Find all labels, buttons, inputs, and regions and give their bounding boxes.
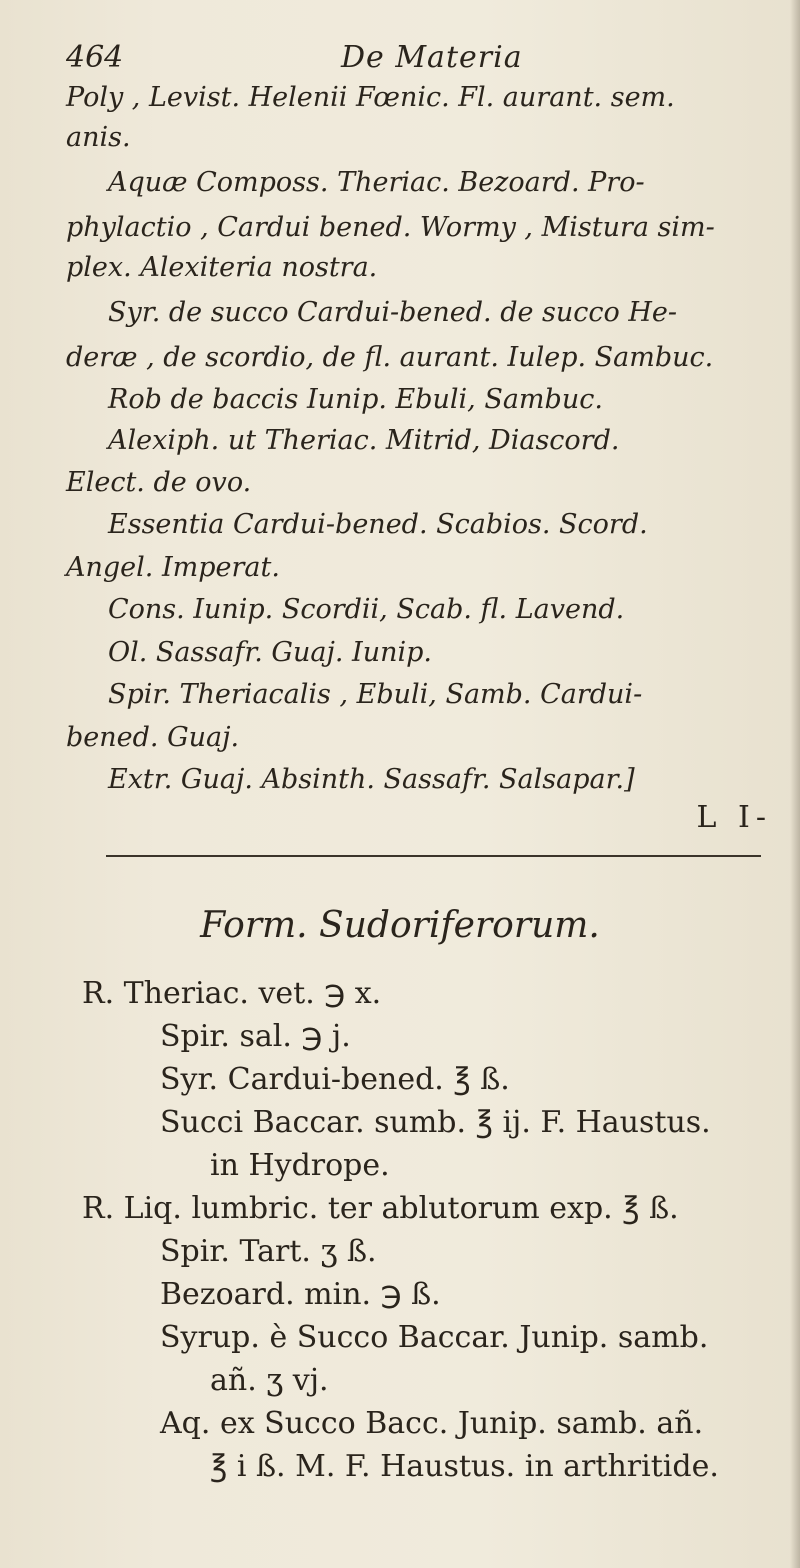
text-line: Poly , Levist. Helenii Fœnic. Fl. aurant. sem. bbox=[66, 82, 675, 113]
text-line: Extr. Guaj. Absinth. Sassafr. Salsapar.] bbox=[108, 764, 635, 795]
page-header bbox=[66, 40, 766, 80]
recipe-line: añ. ʒ vj. bbox=[210, 1363, 329, 1398]
text-line: Angel. Imperat. bbox=[66, 552, 280, 583]
catchword: L I- bbox=[696, 800, 772, 835]
recipe-line: Spir. sal. ℈ j. bbox=[160, 1019, 351, 1054]
text-line: Syr. de succo Cardui-bened. de succo He- bbox=[108, 297, 678, 328]
text-line: bened. Guaj. bbox=[66, 722, 240, 753]
text-line: Spir. Theriacalis , Ebuli, Samb. Cardui- bbox=[108, 679, 643, 710]
page-number: 464 bbox=[66, 40, 124, 75]
text-line: anis. bbox=[66, 122, 131, 153]
recipe-line: Aq. ex Succo Bacc. Junip. samb. añ. bbox=[160, 1406, 704, 1441]
recipe-line: R. Liq. lumbric. ter ablutorum exp. ℥ ß. bbox=[82, 1191, 679, 1226]
recipe-line: Spir. Tart. ʒ ß. bbox=[160, 1234, 377, 1269]
running-title: De Materia bbox=[341, 40, 523, 75]
text-line: Rob de baccis Iunip. Ebuli, Sambuc. bbox=[108, 384, 603, 415]
text-line: Ol. Sassafr. Guaj. Iunip. bbox=[108, 637, 432, 668]
page-edge-shadow bbox=[790, 0, 800, 1568]
recipe-line: Succi Baccar. sumb. ℥ ij. F. Haustus. bbox=[160, 1105, 711, 1140]
section-rule bbox=[106, 855, 761, 857]
text-line: Essentia Cardui-bened. Scabios. Scord. bbox=[108, 509, 648, 540]
text-line: Cons. Iunip. Scordii, Scab. fl. Lavend. bbox=[108, 594, 625, 625]
section-title: Form. Sudoriferorum. bbox=[200, 905, 600, 946]
recipe-line: in Hydrope. bbox=[210, 1148, 390, 1183]
recipe-line: ℥ i ß. M. F. Haustus. in arthritide. bbox=[210, 1449, 719, 1484]
recipe-line: Bezoard. min. ℈ ß. bbox=[160, 1277, 441, 1312]
text-line: plex. Alexiteria nostra. bbox=[66, 252, 378, 283]
text-line: Elect. de ovo. bbox=[66, 467, 252, 498]
recipe-line: Syrup. è Succo Baccar. Junip. samb. bbox=[160, 1320, 709, 1355]
recipe-line: Syr. Cardui-bened. ℥ ß. bbox=[160, 1062, 510, 1097]
text-line: deræ , de scordio, de fl. aurant. Iulep. Sambuc. bbox=[66, 342, 714, 373]
text-line: Aquæ Composs. Theriac. Bezoard. Pro- bbox=[108, 167, 645, 198]
text-line: phylactio , Cardui bened. Wormy , Mistura sim- bbox=[66, 212, 715, 243]
text-line: Alexiph. ut Theriac. Mitrid, Diascord. bbox=[108, 425, 620, 456]
recipe-line: R. Theriac. vet. ℈ x. bbox=[82, 976, 382, 1011]
